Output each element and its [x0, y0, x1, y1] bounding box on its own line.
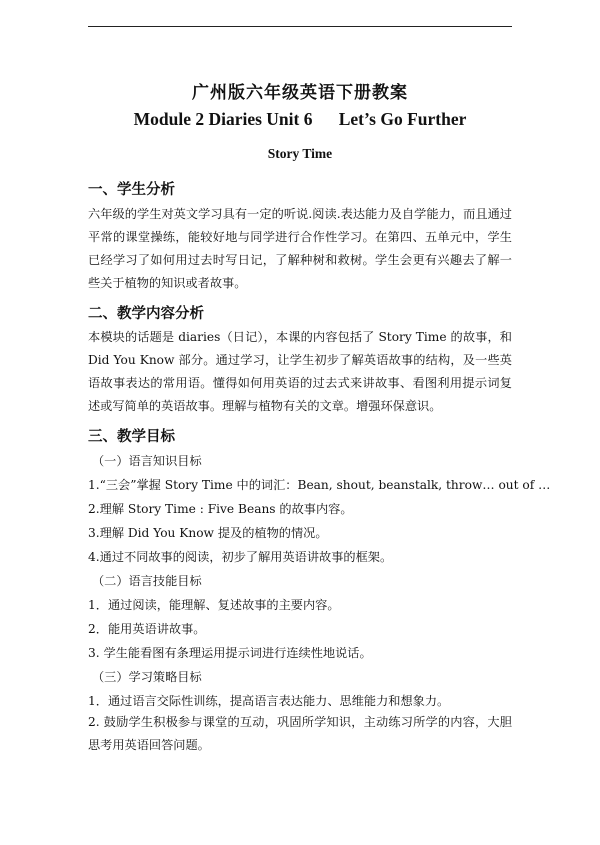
goal-item-paragraph: 2. 鼓励学生积极参与课堂的互动，巩固所学知识，主动练习所学的内容，大胆思考用英语回答问题。: [88, 715, 512, 752]
goal-item: 3. 学生能看图有条理运用提示词进行连续性地说话。: [88, 646, 372, 660]
student-analysis-paragraph: 六年级的学生对英文学习具有一定的听说.阅读.表达能力及自学能力，而且通过平常的课堂操练，能较好地与同学进行合作性学习。在第四、五单元中，学生已经学习了如何用过去时写日记，了解种树和救树。学生会更有兴趣去了解一些关于植物的知识或者故事。: [88, 207, 512, 290]
section-heading-content-analysis: 二、教学内容分析: [88, 305, 204, 322]
top-rule: [88, 26, 512, 27]
goal-item: 1．通过阅读，能理解、复述故事的主要内容。: [88, 598, 340, 612]
document-title: 广州版六年级英语下册教案: [192, 83, 408, 103]
subheading-language-skills: （二）语言技能目标: [92, 574, 202, 588]
section-heading-student-analysis: 一、学生分析: [88, 181, 175, 198]
goal-item: 1．通过语言交际性训练，提高语言表达能力、思维能力和想象力。: [88, 694, 450, 708]
goal-item: 4.通过不同故事的阅读，初步了解用英语讲故事的框架。: [88, 550, 393, 564]
section-heading-teaching-goals: 三、教学目标: [88, 428, 175, 445]
subheading-language-knowledge: （一）语言知识目标: [92, 454, 202, 468]
subheading-learning-strategy: （三）学习策略目标: [92, 670, 202, 684]
document-subtitle: Module 2 Diaries Unit 6 Let’s Go Further: [133, 109, 467, 129]
goal-item: 3.理解 Did You Know 提及的植物的情况。: [88, 526, 328, 540]
content-analysis-paragraph: 本模块的话题是 diaries（日记），本课的内容包括了 Story Time 的故事，和 Did You Know 部分。通过学习，让学生初步了解英语故事的结构，及一些英语故事表达的常用语。懂得如何用英语的过去式来讲故事、看图利用提示词复述或写简单的英语故事。理解与植物有关的文章。增强环保意识。: [88, 330, 512, 413]
goal-item: 1.“三会”掌握 Story Time 中的词汇：Bean, shout, beanstalk, throw… out of …: [88, 478, 551, 492]
story-heading: Story Time: [267, 146, 333, 161]
goal-item: 2.理解 Story Time : Five Beans 的故事内容。: [88, 502, 353, 516]
goal-item: 2．能用英语讲故事。: [88, 622, 206, 636]
